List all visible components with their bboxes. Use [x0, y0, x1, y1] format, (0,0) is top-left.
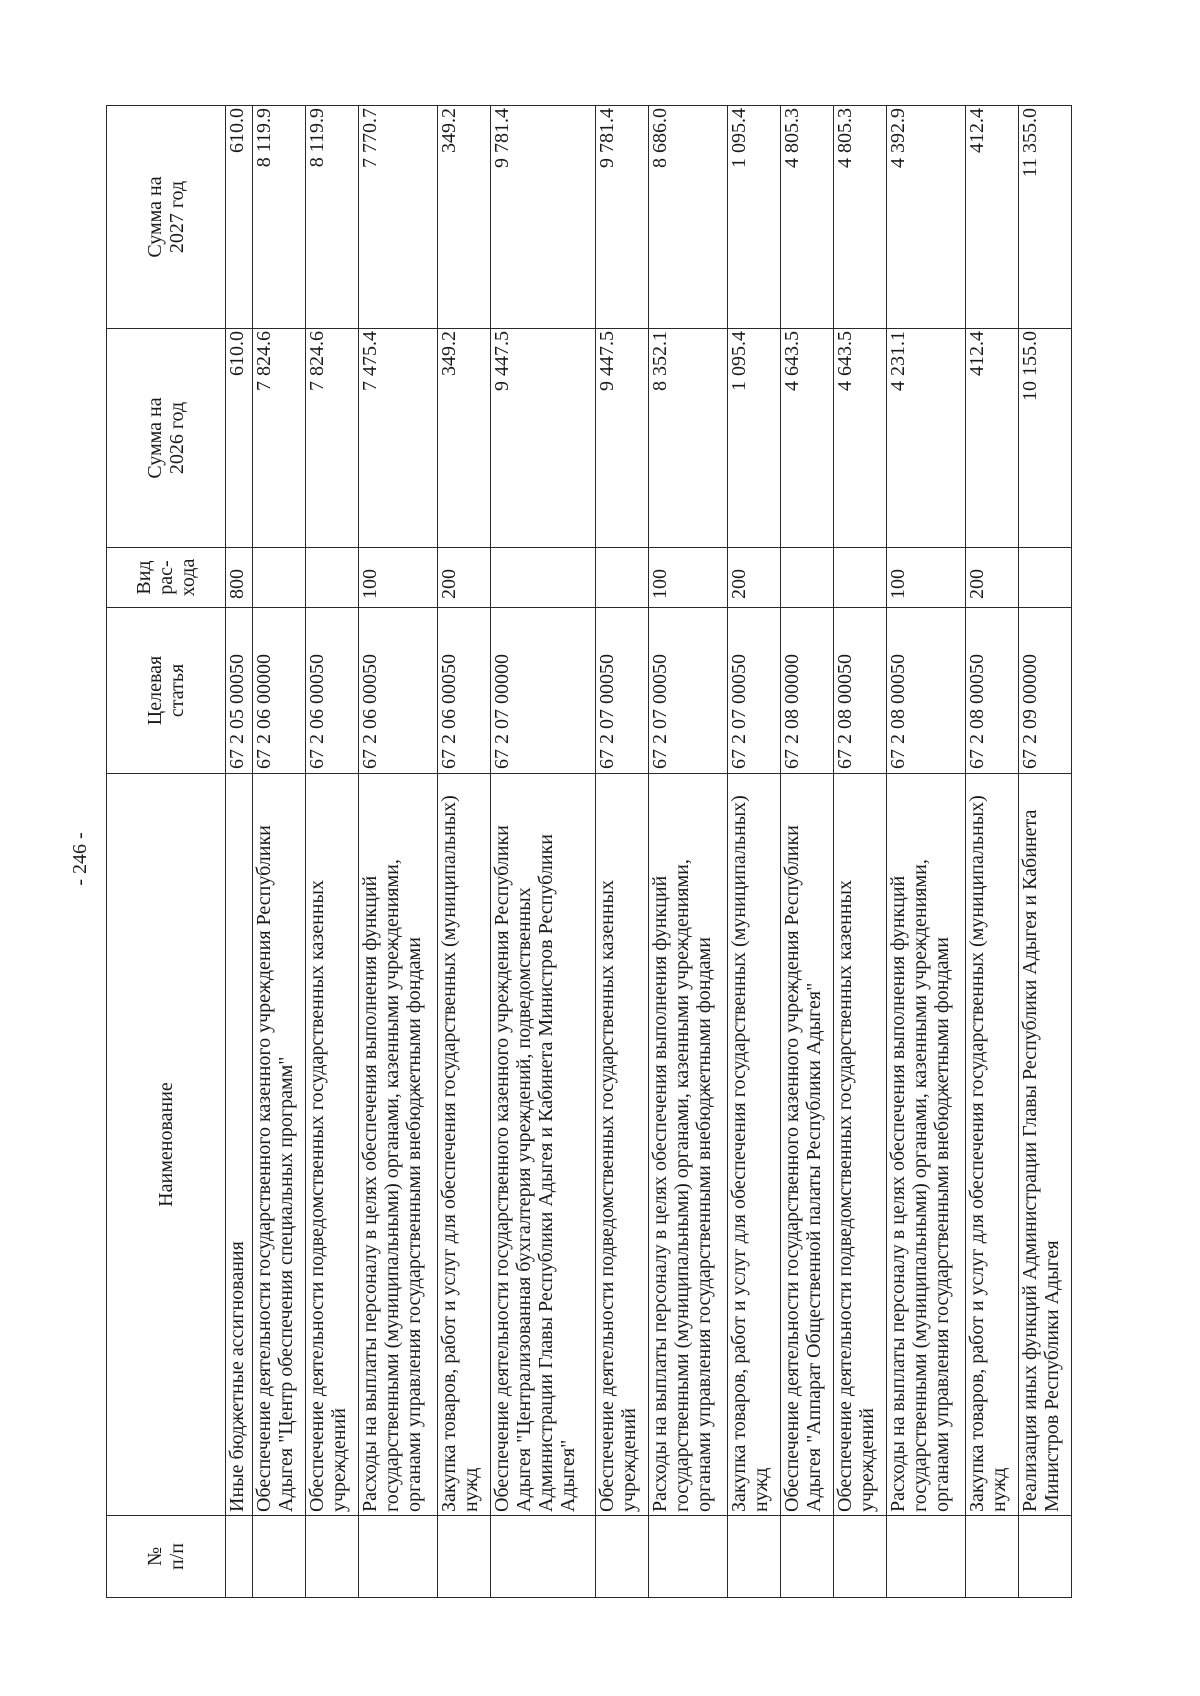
table-row [833, 106, 886, 1598]
table-row [438, 106, 491, 1598]
row-expense-kind: 800 [226, 548, 253, 608]
header-name: Наименование [107, 774, 226, 1516]
row-target-code: 67 2 08 00050 [965, 608, 1018, 774]
row-name: Обеспечение деятельности государственного казенного учреждения Республики Адыгея "Централизованная бухгалтерия учреждений, подведомственных Администрации Главы Республики Адыгея и Кабинета Министров Республики Адыгея" [491, 774, 596, 1516]
table-row [780, 106, 833, 1598]
row-index-cell [1018, 1516, 1071, 1598]
row-sum-2027: 8 119.9 [253, 106, 306, 329]
row-target-code: 67 2 07 00050 [727, 608, 780, 774]
header-number-line: № [144, 1546, 166, 1567]
row-sum-2027: 610.0 [226, 106, 253, 329]
row-expense-kind: 100 [886, 548, 965, 608]
row-target-code: 67 2 08 00050 [833, 608, 886, 774]
row-sum-2026: 1 095.4 [727, 329, 780, 548]
row-name: Иные бюджетные ассигнования [226, 774, 253, 1516]
row-index-cell [226, 1516, 253, 1598]
header-target [107, 608, 226, 774]
row-expense-kind [491, 548, 596, 608]
table-row [886, 106, 965, 1598]
row-target-code: 67 2 07 00000 [491, 608, 596, 774]
row-index-cell [727, 1516, 780, 1598]
header-sum-2026-line: Сумма на [144, 397, 166, 479]
row-sum-2027: 9 781.4 [595, 106, 648, 329]
row-target-code: 67 2 06 00050 [438, 608, 491, 774]
header-kind-line: рас- [155, 560, 177, 595]
row-target-code: 67 2 09 00000 [1018, 608, 1071, 774]
row-expense-kind [595, 548, 648, 608]
row-sum-2026: 4 643.5 [833, 329, 886, 548]
row-sum-2027: 11 355.0 [1018, 106, 1071, 329]
header-sum-2027-line: Сумма на [144, 176, 166, 258]
row-sum-2026: 10 155.0 [1018, 329, 1071, 548]
row-expense-kind: 200 [438, 548, 491, 608]
row-target-code: 67 2 08 00000 [780, 608, 833, 774]
row-target-code: 67 2 06 00000 [253, 608, 306, 774]
row-name: Обеспечение деятельности подведомственных государственных казенных учреждений [306, 774, 359, 1516]
row-target-code: 67 2 05 00050 [226, 608, 253, 774]
row-expense-kind [780, 548, 833, 608]
row-sum-2027: 4 805.3 [833, 106, 886, 329]
row-expense-kind [1018, 548, 1071, 608]
row-sum-2026: 9 447.5 [595, 329, 648, 548]
table-row [359, 106, 438, 1598]
row-sum-2027: 4 805.3 [780, 106, 833, 329]
page-number: - 246 - [69, 832, 91, 886]
row-target-code: 67 2 06 00050 [359, 608, 438, 774]
row-index-cell [595, 1516, 648, 1598]
row-index-cell [833, 1516, 886, 1598]
row-sum-2027: 8 119.9 [306, 106, 359, 329]
row-target-code: 67 2 06 00050 [306, 608, 359, 774]
row-name: Реализация иных функций Администрации Главы Республики Адыгея и Кабинета Министров Республики Адыгея [1018, 774, 1071, 1516]
row-sum-2026: 9 447.5 [491, 329, 596, 548]
row-name: Обеспечение деятельности государственного казенного учреждения Республики Адыгея "Аппарат Общественной палаты Республики Адыгея" [780, 774, 833, 1516]
row-index-cell [359, 1516, 438, 1598]
row-expense-kind: 100 [359, 548, 438, 608]
row-expense-kind: 200 [965, 548, 1018, 608]
row-sum-2026: 4 643.5 [780, 329, 833, 548]
row-name: Закупка товаров, работ и услуг для обеспечения государственных (муниципальных) нужд [965, 774, 1018, 1516]
header-sum-2026 [107, 329, 226, 548]
header-kind-line: Вид [133, 560, 155, 595]
row-name: Расходы на выплаты персоналу в целях обеспечения выполнения функций государственными (муниципальными) органами, казенными учреждениями, органами управления государственными внебюджетными фондами [648, 774, 727, 1516]
row-sum-2026: 610.0 [226, 329, 253, 548]
row-sum-2026: 8 352.1 [648, 329, 727, 548]
header-sum-2027-line: 2027 год [166, 180, 188, 254]
table-row [648, 106, 727, 1598]
row-name: Закупка товаров, работ и услуг для обеспечения государственных (муниципальных) нужд [727, 774, 780, 1516]
row-name: Обеспечение деятельности государственного казенного учреждения Республики Адыгея "Центр обеспечения специальных программ" [253, 774, 306, 1516]
row-sum-2026: 412.4 [965, 329, 1018, 548]
header-number-line: п/п [166, 1543, 188, 1570]
header-sum-2026-line: 2026 год [166, 401, 188, 475]
row-sum-2027: 4 392.9 [886, 106, 965, 329]
row-index-cell [306, 1516, 359, 1598]
table-row [226, 106, 253, 1598]
row-sum-2026: 7 475.4 [359, 329, 438, 548]
row-sum-2027: 9 781.4 [491, 106, 596, 329]
header-kind-line: хода [177, 558, 199, 597]
row-index-cell [965, 1516, 1018, 1598]
row-index-cell [648, 1516, 727, 1598]
row-expense-kind [833, 548, 886, 608]
row-expense-kind: 100 [648, 548, 727, 608]
table-row [491, 106, 596, 1598]
row-expense-kind: 200 [727, 548, 780, 608]
row-sum-2026: 349.2 [438, 329, 491, 548]
row-sum-2027: 1 095.4 [727, 106, 780, 329]
table-row [595, 106, 648, 1598]
row-target-code: 67 2 08 00050 [886, 608, 965, 774]
row-sum-2027: 7 770.7 [359, 106, 438, 329]
row-index-cell [253, 1516, 306, 1598]
budget-table [106, 105, 1072, 1598]
header-kind [107, 548, 226, 608]
header-target-line: Целевая [144, 655, 166, 726]
row-expense-kind [253, 548, 306, 608]
table-row [1018, 106, 1071, 1598]
row-sum-2027: 349.2 [438, 106, 491, 329]
row-expense-kind [306, 548, 359, 608]
row-sum-2026: 7 824.6 [306, 329, 359, 548]
row-name: Расходы на выплаты персоналу в целях обеспечения выполнения функций государственными (муниципальными) органами, казенными учреждениями, органами управления государственными внебюджетными фондами [359, 774, 438, 1516]
row-index-cell [886, 1516, 965, 1598]
row-sum-2026: 7 824.6 [253, 329, 306, 548]
table-row [253, 106, 306, 1598]
row-sum-2026: 4 231.1 [886, 329, 965, 548]
row-target-code: 67 2 07 00050 [595, 608, 648, 774]
row-index-cell [438, 1516, 491, 1598]
row-sum-2027: 8 686.0 [648, 106, 727, 329]
table-header-row [107, 106, 226, 1598]
header-target-line: статья [166, 663, 188, 718]
row-name: Обеспечение деятельности подведомственных государственных казенных учреждений [833, 774, 886, 1516]
row-name: Обеспечение деятельности подведомственных государственных казенных учреждений [595, 774, 648, 1516]
table-row [965, 106, 1018, 1598]
row-target-code: 67 2 07 00050 [648, 608, 727, 774]
row-sum-2027: 412.4 [965, 106, 1018, 329]
budget-table-sheet [106, 106, 1072, 1598]
header-number [107, 1516, 226, 1598]
row-index-cell [491, 1516, 596, 1598]
table-row [306, 106, 359, 1598]
table-body [226, 106, 1072, 1598]
row-name: Закупка товаров, работ и услуг для обеспечения государственных (муниципальных) нужд [438, 774, 491, 1516]
row-name: Расходы на выплаты персоналу в целях обеспечения выполнения функций государственными (муниципальными) органами, казенными учреждениями, органами управления государственными внебюджетными фондами [886, 774, 965, 1516]
row-index-cell [780, 1516, 833, 1598]
header-sum-2027 [107, 106, 226, 329]
table-row [727, 106, 780, 1598]
